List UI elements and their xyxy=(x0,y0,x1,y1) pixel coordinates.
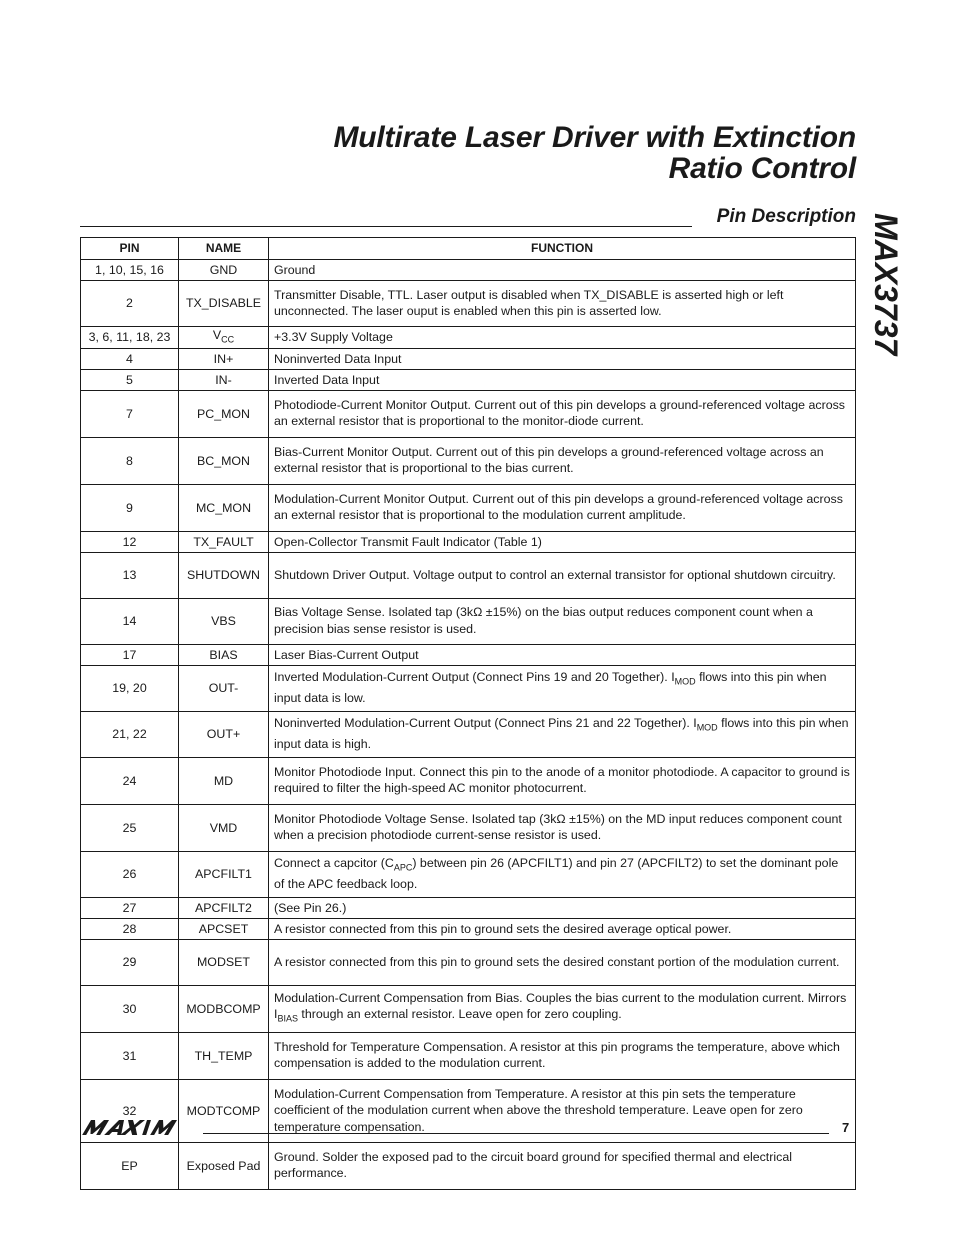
pin-cell: 12 xyxy=(81,531,179,552)
function-cell: Open-Collector Transmit Fault Indicator (Table 1) xyxy=(269,531,856,552)
function-cell: Ground. Solder the exposed pad to the circuit board ground for specified thermal and electrical performance. xyxy=(269,1142,856,1189)
table-header-row xyxy=(81,238,856,260)
name-cell: MD xyxy=(179,757,269,804)
function-cell: Transmitter Disable, TTL. Laser output is disabled when TX_DISABLE is asserted high or left unconnected. The laser ouput is enabled when this pin is asserted low. xyxy=(269,281,856,327)
function-cell xyxy=(269,711,856,757)
name-subscript: CC xyxy=(221,334,235,345)
name-cell: BC_MON xyxy=(179,437,269,484)
table-row xyxy=(81,711,856,757)
function-cell: Monitor Photodiode Input. Connect this pin to the anode of a monitor photodiode. A capacitor to ground is required to filter the high-speed AC monitor photocurrent. xyxy=(269,757,856,804)
function-cell: Laser Bias-Current Output xyxy=(269,644,856,665)
table-row xyxy=(81,369,856,390)
footer-divider xyxy=(203,1133,829,1134)
function-subscript: MOD xyxy=(674,676,696,687)
table-row xyxy=(81,939,856,985)
pin-cell: 1, 10, 15, 16 xyxy=(81,260,179,281)
document-title xyxy=(333,122,856,184)
function-text: flows into this pin when input data is high. xyxy=(274,716,849,752)
function-text: through an external resistor. Leave open for zero coupling. xyxy=(297,1007,622,1022)
pin-cell: EP xyxy=(81,1142,179,1189)
table-row xyxy=(81,665,856,711)
pin-cell: 19, 20 xyxy=(81,665,179,711)
function-cell: (See Pin 26.) xyxy=(269,897,856,918)
title-line-1: Multirate Laser Driver with Extinction xyxy=(333,121,856,154)
name-cell: BIAS xyxy=(179,644,269,665)
table-row xyxy=(81,1142,856,1189)
function-text: Inverted Modulation-Current Output (Connect Pins 19 and 20 Together). I xyxy=(274,670,675,685)
column-header-pin: PIN xyxy=(81,238,179,260)
pin-cell: 32 xyxy=(81,1079,179,1142)
name-cell: TX_FAULT xyxy=(179,531,269,552)
name-cell: MC_MON xyxy=(179,484,269,531)
pin-cell: 3, 6, 11, 18, 23 xyxy=(81,327,179,349)
table-row xyxy=(81,757,856,804)
function-text: ) between pin 26 (APCFILT1) and pin 27 (APCFILT2) to set the dominant pole of the APC feedback loop. xyxy=(274,856,839,892)
table-row xyxy=(81,327,856,349)
name-cell: APCSET xyxy=(179,918,269,939)
name-cell xyxy=(179,327,269,349)
function-cell: Ground xyxy=(269,260,856,281)
function-subscript: BIAS xyxy=(277,1013,298,1024)
pin-cell: 5 xyxy=(81,369,179,390)
name-cell: GND xyxy=(179,260,269,281)
function-text: Modulation-Current Compensation from Bias. Couples the bias current to the modulation current. Mirrors I xyxy=(274,990,847,1022)
name-text: V xyxy=(212,328,222,342)
function-cell: Modulation-Current Compensation from Temperature. A resistor at this pin sets the temperature coefficient of the modulation current when above the threshold temperature. Leave open for zero temperature compensation. xyxy=(269,1079,856,1142)
table-row xyxy=(81,437,856,484)
pin-description-table xyxy=(80,237,856,1190)
function-cell xyxy=(269,665,856,711)
pin-cell: 21, 22 xyxy=(81,711,179,757)
page-number: 7 xyxy=(842,1120,850,1135)
pin-cell: 27 xyxy=(81,897,179,918)
function-cell: Shutdown Driver Output. Voltage output to control an external transistor for optional shutdown circuitry. xyxy=(269,552,856,598)
name-cell: PC_MON xyxy=(179,390,269,437)
pin-cell: 30 xyxy=(81,985,179,1032)
table-row xyxy=(81,918,856,939)
name-cell: MODBCOMP xyxy=(179,985,269,1032)
name-cell: SHUTDOWN xyxy=(179,552,269,598)
table-row xyxy=(81,484,856,531)
function-subscript: MOD xyxy=(696,722,718,733)
pin-cell: 24 xyxy=(81,757,179,804)
part-number-side-label: MAX3737 xyxy=(868,213,904,356)
name-cell: MODTCOMP xyxy=(179,1079,269,1142)
title-line-2: Ratio Control xyxy=(668,152,856,185)
name-cell: MODSET xyxy=(179,939,269,985)
function-cell: Photodiode-Current Monitor Output. Current out of this pin develops a ground-referenced voltage across an external resistor that is proportional to the monitor-diode current. xyxy=(269,390,856,437)
function-cell: A resistor connected from this pin to ground sets the desired average optical power. xyxy=(269,918,856,939)
table-row xyxy=(81,1032,856,1079)
table-row xyxy=(81,281,856,327)
function-cell: A resistor connected from this pin to ground sets the desired constant portion of the modulation current. xyxy=(269,939,856,985)
name-cell: APCFILT1 xyxy=(179,851,269,897)
function-cell: Threshold for Temperature Compensation. A resistor at this pin programs the temperature, above which compensation is added to the modulation current. xyxy=(269,1032,856,1079)
function-cell: Bias Voltage Sense. Isolated tap (3kΩ ±15%) on the bias output reduces component count when a precision bias sense resistor is used. xyxy=(269,598,856,644)
name-cell: OUT- xyxy=(179,665,269,711)
function-cell xyxy=(269,851,856,897)
pin-cell: 29 xyxy=(81,939,179,985)
table-row xyxy=(81,804,856,851)
name-cell: IN+ xyxy=(179,348,269,369)
pin-cell: 4 xyxy=(81,348,179,369)
function-text: flows into this pin when input data is low. xyxy=(274,670,827,706)
table-row xyxy=(81,851,856,897)
function-cell xyxy=(269,985,856,1032)
name-cell: OUT+ xyxy=(179,711,269,757)
function-text: Connect a capcitor (C xyxy=(274,856,394,871)
function-subscript: APC xyxy=(393,862,413,873)
function-text: Noninverted Modulation-Current Output (Connect Pins 21 and 22 Together). I xyxy=(274,716,697,731)
function-cell: Noninverted Data Input xyxy=(269,348,856,369)
function-cell: Inverted Data Input xyxy=(269,369,856,390)
column-header-name: NAME xyxy=(179,238,269,260)
pin-cell: 28 xyxy=(81,918,179,939)
table-row xyxy=(81,644,856,665)
section-divider xyxy=(80,226,692,227)
table-row xyxy=(81,598,856,644)
table-row xyxy=(81,260,856,281)
pin-cell: 17 xyxy=(81,644,179,665)
table-row xyxy=(81,531,856,552)
pin-cell: 7 xyxy=(81,390,179,437)
name-cell: TX_DISABLE xyxy=(179,281,269,327)
column-header-function: FUNCTION xyxy=(269,238,856,260)
table-row xyxy=(81,390,856,437)
pin-cell: 25 xyxy=(81,804,179,851)
function-cell: Bias-Current Monitor Output. Current out of this pin develops a ground-referenced voltage across an external resistor that is proportional to the bias current. xyxy=(269,437,856,484)
pin-cell: 13 xyxy=(81,552,179,598)
function-cell: +3.3V Supply Voltage xyxy=(269,327,856,349)
table-row xyxy=(81,985,856,1032)
pin-cell: 8 xyxy=(81,437,179,484)
function-cell: Monitor Photodiode Voltage Sense. Isolated tap (3kΩ ±15%) on the MD input reduces component count when a precision photodiode current-sense resistor is used. xyxy=(269,804,856,851)
name-cell: APCFILT2 xyxy=(179,897,269,918)
pin-cell: 2 xyxy=(81,281,179,327)
table-row xyxy=(81,348,856,369)
function-cell: Modulation-Current Monitor Output. Current out of this pin develops a ground-referenced voltage across an external resistor that is proportional to the modulation current amplitude. xyxy=(269,484,856,531)
name-cell: Exposed Pad xyxy=(179,1142,269,1189)
pin-cell: 31 xyxy=(81,1032,179,1079)
table-row xyxy=(81,552,856,598)
pin-cell: 9 xyxy=(81,484,179,531)
name-cell: VBS xyxy=(179,598,269,644)
name-cell: IN- xyxy=(179,369,269,390)
pin-cell: 14 xyxy=(81,598,179,644)
pin-cell: 26 xyxy=(81,851,179,897)
section-title: Pin Description xyxy=(716,206,856,227)
name-cell: TH_TEMP xyxy=(179,1032,269,1079)
table-row xyxy=(81,897,856,918)
maxim-logo xyxy=(80,1117,192,1137)
name-cell: VMD xyxy=(179,804,269,851)
